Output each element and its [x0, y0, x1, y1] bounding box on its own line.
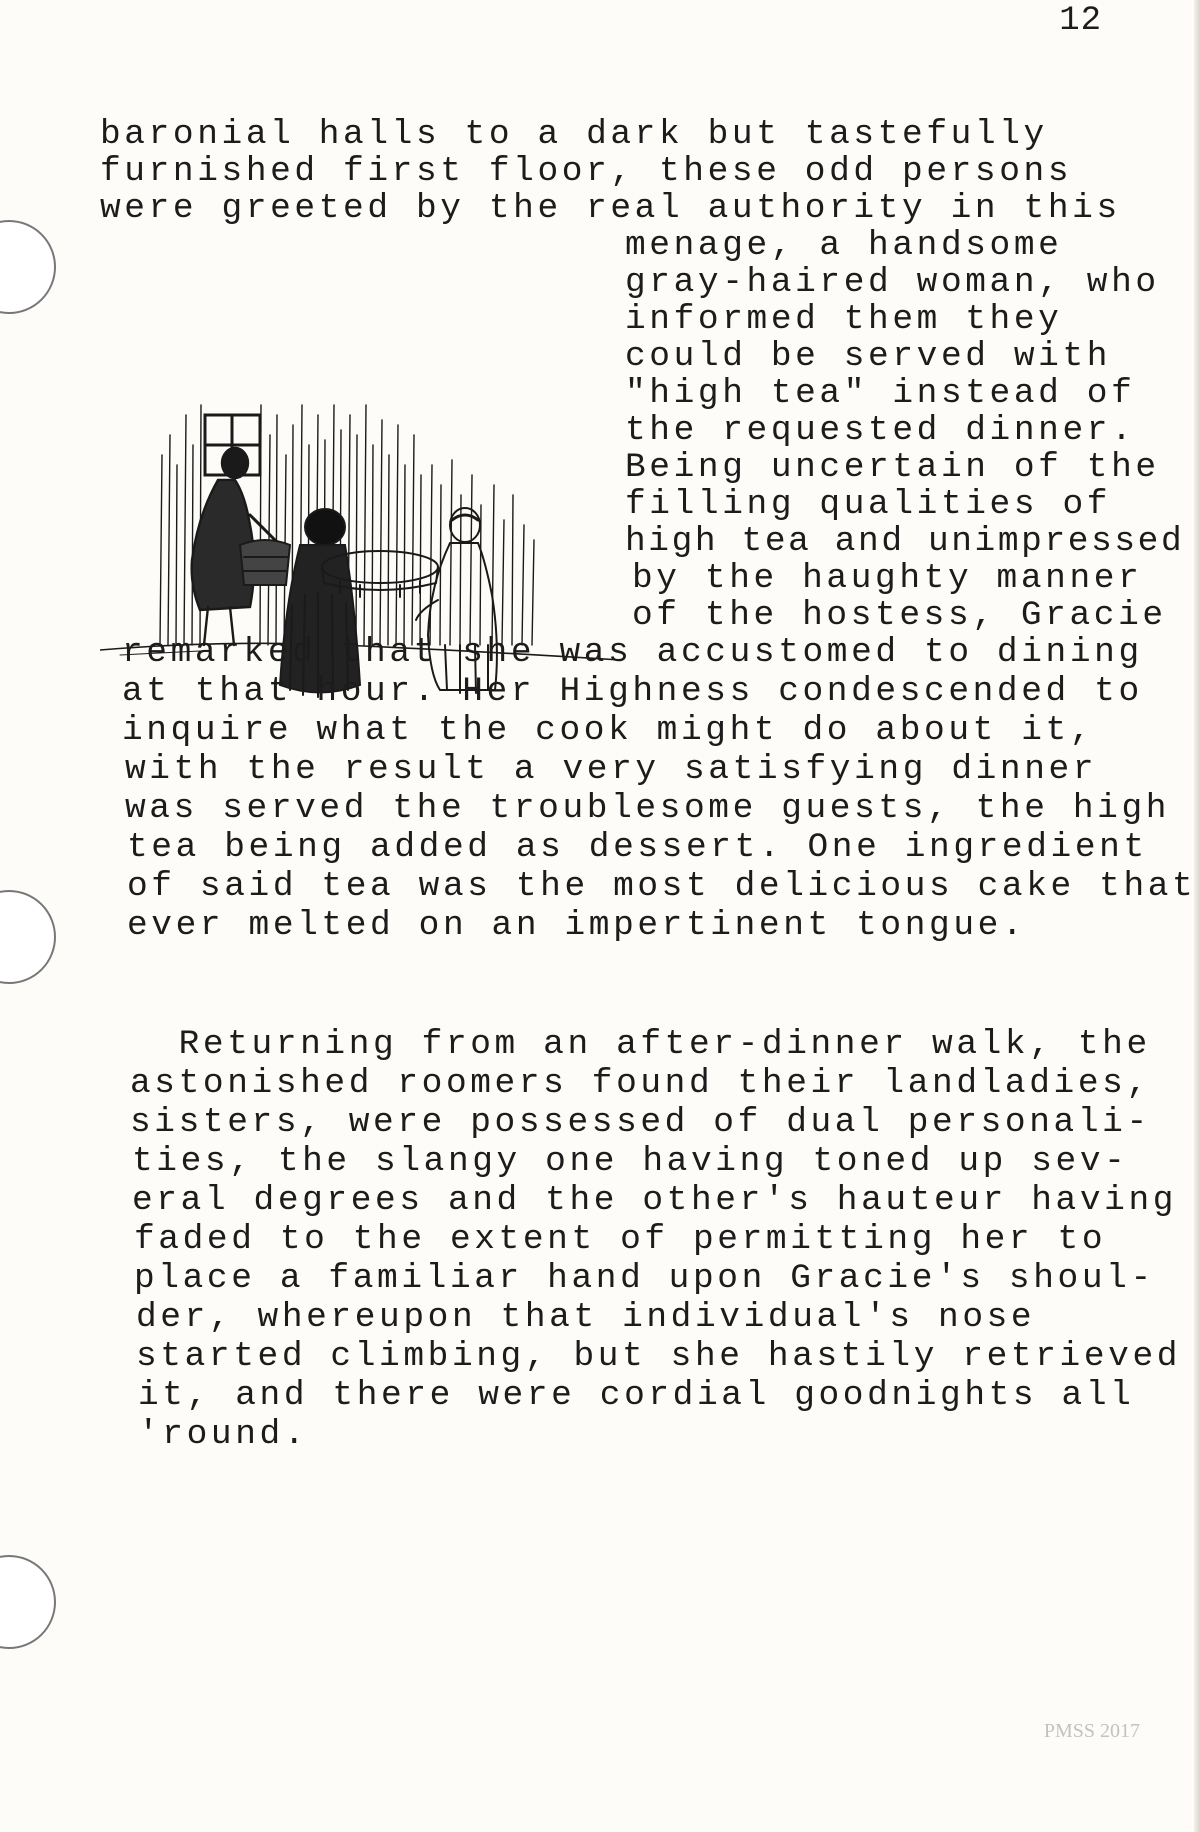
text-line: were greeted by the real authority in this [100, 189, 1121, 228]
text-line: ever melted on an impertinent tongue. [127, 906, 1027, 945]
text-line: informed them they [625, 300, 1063, 339]
text-line: high tea and unimpressed [625, 522, 1185, 561]
text-line: of said tea was the most delicious cake that [127, 867, 1197, 906]
text-line: furnished first floor, these odd persons [100, 152, 1073, 191]
text-line: at that hour. Her Highness condescended to [122, 672, 1143, 711]
text-line: could be served with [625, 337, 1112, 376]
text-line: Returning from an after-dinner walk, the [130, 1025, 1151, 1064]
archive-watermark: PMSS 2017 [1043, 1720, 1140, 1742]
punch-hole-middle [0, 890, 56, 984]
text-line: inquire what the cook might do about it, [122, 711, 1095, 750]
text-line: 'round. [138, 1415, 309, 1454]
text-line: gray-haired woman, who [625, 263, 1160, 302]
text-line: remarked that she was accustomed to dining [122, 633, 1143, 672]
text-line: of the hostess, Gracie [632, 596, 1167, 635]
text-line: sisters, were possessed of dual personali- [130, 1103, 1151, 1142]
text-line: astonished roomers found their landladies, [130, 1064, 1151, 1103]
text-line: it, and there were cordial goodnights all [138, 1376, 1135, 1415]
text-line: Being uncertain of the [625, 448, 1160, 487]
punch-hole-top [0, 220, 56, 314]
page-number: 12 [1059, 2, 1102, 40]
text-line: "high tea" instead of [625, 374, 1136, 413]
text-line: by the haughty manner [632, 559, 1143, 598]
text-line: baronial halls to a dark but tastefully [100, 115, 1048, 154]
text-line: faded to the extent of permitting her to [134, 1220, 1107, 1259]
text-line: tea being added as dessert. One ingredient [127, 828, 1148, 867]
text-line: der, whereupon that individual's nose [136, 1298, 1036, 1337]
text-line: with the result a very satisfying dinner [125, 750, 1098, 789]
punch-hole-bottom [0, 1555, 56, 1649]
text-line: place a familiar hand upon Gracie's shoul- [134, 1259, 1155, 1298]
page-edge-shadow [1194, 0, 1200, 1832]
text-line: eral degrees and the other's hauteur having [132, 1181, 1178, 1220]
text-line: menage, a handsome [625, 226, 1063, 265]
text-line: started climbing, but she hastily retrieved [136, 1337, 1182, 1376]
text-line: the requested dinner. [625, 411, 1136, 450]
text-line: was served the troublesome guests, the high [125, 789, 1171, 828]
text-line: ties, the slangy one having toned up sev- [132, 1142, 1129, 1181]
text-line: filling qualities of [625, 485, 1112, 524]
